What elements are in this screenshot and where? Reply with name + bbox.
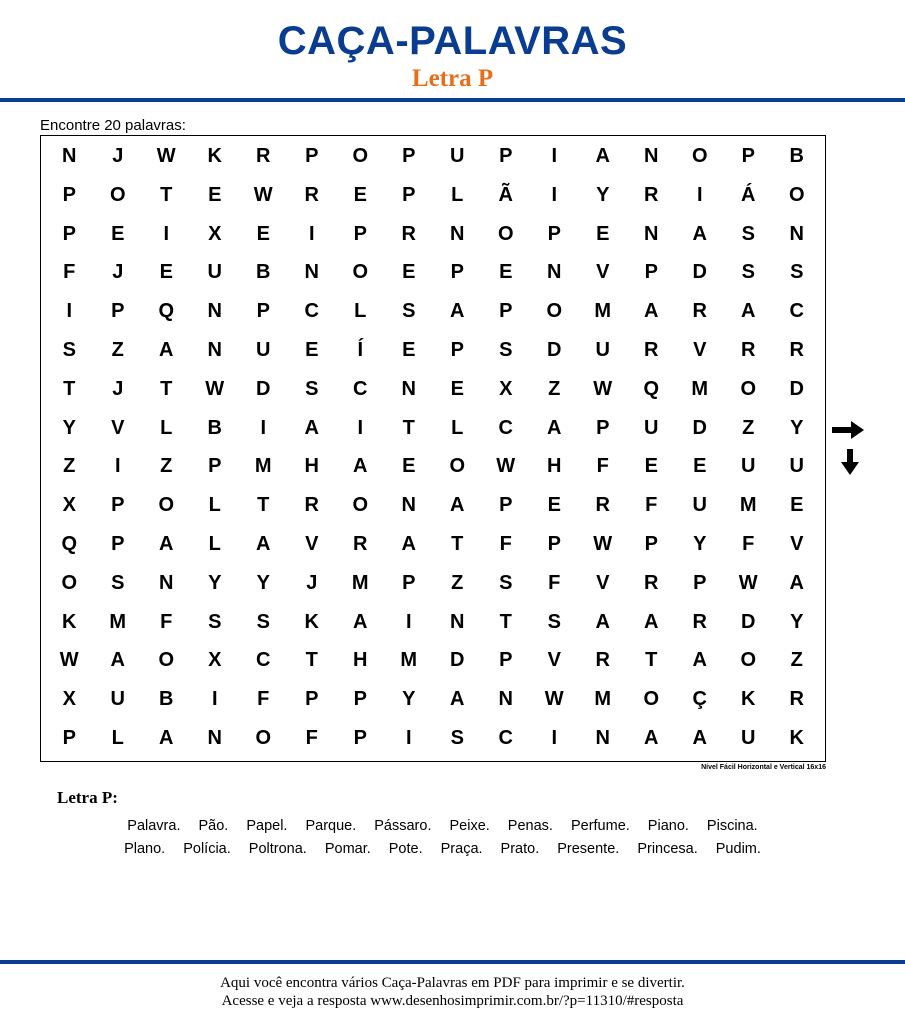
grid-letter: M [109,610,127,633]
grid-letter: P [208,455,222,478]
grid-letter: N [498,688,513,711]
grid-letter: D [547,338,562,361]
grid-letter: Q [158,300,175,323]
grid-letter: O [158,494,175,517]
word-item: Papel. [246,818,288,834]
grid-letter: H [547,455,562,478]
grid-letter: Q [61,533,78,556]
grid-letter: N [207,727,222,750]
grid-letter: T [63,377,76,400]
grid-letter: A [304,416,319,439]
grid-letter: E [644,455,658,478]
grid-letter: O [158,649,175,672]
grid-letter: Á [741,183,756,206]
grid-letter: O [788,183,805,206]
grid-letter: L [354,300,367,323]
grid-letter: O [61,571,78,594]
grid-letter: E [402,338,416,361]
grid-letter: E [353,183,367,206]
grid-letter: U [789,455,804,478]
grid-letter: B [207,416,222,439]
grid-letter: N [304,261,319,284]
top-divider [0,98,905,102]
grid-letter: T [451,533,464,556]
grid-letter: O [352,144,369,167]
word-item: Pote. [388,841,423,857]
word-item: Pomar. [324,841,371,857]
grid-letter: Y [208,571,222,594]
grid-letter: P [644,261,658,284]
grid-letter: T [160,183,173,206]
grid-letter: N [547,261,562,284]
grid-letter: T [499,610,512,633]
grid-letter: M [254,455,272,478]
word-item: Pão. [198,818,229,834]
grid-letter: K [207,144,222,167]
grid-letter: R [595,649,610,672]
grid-letter: K [741,688,756,711]
grid-letter: I [211,688,218,711]
grid-letter: V [547,649,561,672]
grid-letter: N [789,222,804,245]
grid-letter: A [644,300,659,323]
grid-letter: M [594,300,612,323]
word-item: Palavra. [127,818,181,834]
grid-letter: C [353,377,368,400]
grid-letter: P [596,416,610,439]
grid-letter: Y [790,610,804,633]
grid-letter: W [738,571,758,594]
grid-letter: W [205,377,225,400]
word-item: Prato. [500,841,540,857]
instructions-text: Encontre 20 palavras: [40,117,186,134]
grid-letter: A [159,338,174,361]
grid-letter: Z [790,649,803,672]
grid-letter: P [547,533,561,556]
grid-letter: U [741,455,756,478]
grid-letter: E [450,377,464,400]
grid-letter: A [401,533,416,556]
grid-letter: S [741,261,755,284]
word-list-row-2 [0,841,885,857]
grid-letter: X [208,649,222,672]
grid-letter: W [59,649,79,672]
grid-letter: P [62,727,76,750]
grid-letter: E [596,222,610,245]
grid-letter: Y [596,183,610,206]
grid-letter: L [160,416,173,439]
grid-letter: O [643,688,660,711]
word-item: Poltrona. [248,841,307,857]
grid-letter: R [789,338,804,361]
grid-letter: Y [790,416,804,439]
grid-letter: P [547,222,561,245]
grid-letter: I [357,416,364,439]
arrow-down-icon [840,448,860,476]
grid-letter: I [114,455,121,478]
grid-letter: P [111,533,125,556]
grid-letter: I [308,222,315,245]
grid-letter: A [110,649,125,672]
grid-letter: D [789,377,804,400]
grid-letter: A [692,727,707,750]
word-item: Pássaro. [374,818,432,834]
grid-letter: N [159,571,174,594]
grid-letter: M [739,494,757,517]
grid-letter: I [66,300,73,323]
grid-letter: V [790,533,804,556]
grid-letter: B [256,261,271,284]
grid-letter: J [112,261,124,284]
grid-letter: C [256,649,271,672]
word-item: Pudim. [715,841,761,857]
grid-letter: O [449,455,466,478]
grid-letter: A [450,494,465,517]
grid-letter: O [740,649,757,672]
grid-letter: O [352,261,369,284]
grid-letter: P [353,688,367,711]
grid-letter: W [156,144,176,167]
word-item: Penas. [507,818,553,834]
grid-letter: F [645,494,658,517]
grid-letter: O [497,222,514,245]
grid-letter: I [405,610,412,633]
grid-letter: D [741,610,756,633]
grid-letter: F [160,610,173,633]
grid-letter: P [499,300,513,323]
grid-letter: Z [111,338,124,361]
page-subtitle: Letra P [411,65,494,92]
grid-letter: A [450,688,465,711]
grid-letter: M [400,649,418,672]
grid-letter: Z [742,416,755,439]
grid-letter: U [256,338,271,361]
grid-letter: P [644,533,658,556]
grid-letter: N [595,727,610,750]
grid-letter: B [789,144,804,167]
grid-letter: V [596,261,610,284]
grid-letter: A [595,610,610,633]
grid-letter: E [499,261,513,284]
grid-letter: P [353,727,367,750]
grid-letter: S [305,377,319,400]
grid-letter: E [790,494,804,517]
grid-letter: U [644,416,659,439]
grid-letter: A [789,571,804,594]
word-list-row-1 [0,818,885,834]
grid-letter: N [450,222,465,245]
word-item: Piscina. [706,818,758,834]
grid-letter: S [256,610,270,633]
grid-letter: P [62,222,76,245]
grid-letter: U [595,338,610,361]
grid-letter: O [691,144,708,167]
grid-letter: R [353,533,368,556]
grid-letter: S [741,222,755,245]
grid-letter: D [692,261,707,284]
grid-letter: P [402,144,416,167]
grid-letter: P [499,494,513,517]
grid-letter: Z [451,571,464,594]
grid-letter: C [498,416,513,439]
grid-letter: F [596,455,609,478]
word-item: Peixe. [449,818,490,834]
grid-letter: K [789,727,804,750]
grid-letter: X [62,688,76,711]
grid-letter: W [593,533,613,556]
grid-letter: V [305,533,319,556]
grid-letter: L [451,416,464,439]
grid-letter: A [256,533,271,556]
grid-letter: P [111,300,125,323]
grid-letter: A [644,727,659,750]
grid-letter: H [353,649,368,672]
grid-letter: N [644,222,659,245]
grid-letter: W [496,455,516,478]
grid-letter: R [741,338,756,361]
grid-letter: Z [63,455,76,478]
grid-letter: N [207,338,222,361]
grid-letter: Ç [692,688,707,711]
grid-letter: I [260,416,267,439]
grid-letter: E [305,338,319,361]
word-list-title: Letra P: [57,788,118,807]
grid-letter: M [594,688,612,711]
grid-letter: D [450,649,465,672]
grid-letter: R [256,144,271,167]
grid-letter: U [207,261,222,284]
grid-letter: R [401,222,416,245]
grid-letter: W [253,183,273,206]
grid-letter: A [450,300,465,323]
grid-letter: N [207,300,222,323]
grid-letter: X [62,494,76,517]
grid-letter: U [741,727,756,750]
grid-letter: U [110,688,125,711]
grid-letter: F [257,688,270,711]
grid-letter: O [740,377,757,400]
grid-letter: T [402,416,415,439]
grid-letter: P [499,649,513,672]
grid-letter: A [353,610,368,633]
grid-letter: P [741,144,755,167]
grid-letter: P [62,183,76,206]
grid-letter: Ã [498,183,513,206]
grid-letter: L [208,533,221,556]
grid-letter: P [111,494,125,517]
grid-letter: L [111,727,124,750]
word-item: Princesa. [637,841,698,857]
grid-letter: A [159,727,174,750]
word-item: Perfume. [570,818,630,834]
grid-letter: S [208,610,222,633]
grid-letter: Y [256,571,270,594]
grid-letter: P [305,688,319,711]
grid-letter: Q [643,377,660,400]
grid-letter: A [595,144,610,167]
footer-line-2: Acesse e veja a resposta www.desenhosimprimir.com.br/?p=11310/#resposta [221,993,684,1009]
grid-letter: P [499,144,513,167]
grid-letter: F [548,571,561,594]
grid-letter: I [551,727,558,750]
grid-letter: E [547,494,561,517]
grid-letter: R [692,610,707,633]
grid-letter: Z [548,377,561,400]
grid-letter: P [450,261,464,284]
grid-letter: Z [160,455,173,478]
grid-letter: S [547,610,561,633]
word-item: Presente. [557,841,620,857]
grid-letter: T [257,494,270,517]
grid-letter: Y [402,688,416,711]
grid-letter: E [693,455,707,478]
grid-letter: J [112,144,124,167]
grid-letter: O [352,494,369,517]
word-item: Plano. [124,841,166,857]
grid-letter: B [159,688,174,711]
word-item: Parque. [305,818,357,834]
grid-letter: E [208,183,222,206]
grid-letter: T [645,649,658,672]
grid-letter: K [62,610,77,633]
grid-letter: M [691,377,709,400]
grid-letter: F [742,533,755,556]
footer-line-1: Aqui você encontra vários Caça-Palavras em PDF para imprimir e se divertir. [220,975,685,991]
grid-letter: P [450,338,464,361]
grid-letter: I [163,222,170,245]
grid-letter: I [696,183,703,206]
grid-letter: T [305,649,318,672]
grid-letter: P [402,183,416,206]
grid-letter: R [304,494,319,517]
grid-letter: A [692,649,707,672]
grid-letter: R [692,300,707,323]
grid-letter: A [741,300,756,323]
grid-letter: H [304,455,319,478]
page-title: CAÇA-PALAVRAS [277,19,628,63]
grid-letter: K [304,610,319,633]
grid-letter: J [112,377,124,400]
grid-letter: I [551,183,558,206]
grid-letter: A [692,222,707,245]
grid-letter: R [644,183,659,206]
grid-letter: C [789,300,804,323]
grid-letter: U [450,144,465,167]
grid-letter: D [692,416,707,439]
grid-letter: S [62,338,76,361]
grid-letter: Y [693,533,707,556]
grid-letter: D [256,377,271,400]
grid-letter: V [111,416,125,439]
grid-letter: S [499,571,513,594]
grid-letter: S [111,571,125,594]
arrow-right-icon [831,420,865,440]
grid-letter: C [498,727,513,750]
grid-letter: R [595,494,610,517]
bottom-divider [0,960,905,964]
grid-letter: P [402,571,416,594]
grid-letter: P [693,571,707,594]
grid-letter: U [692,494,707,517]
word-search-grid [40,135,826,762]
grid-letter: L [208,494,221,517]
grid-letter: R [304,183,319,206]
word-item: Praça. [440,841,483,857]
grid-letter: I [551,144,558,167]
grid-letter: T [160,377,173,400]
grid-letter: W [544,688,564,711]
grid-letter: S [402,300,416,323]
grid-letter: E [256,222,270,245]
grid-letter: P [353,222,367,245]
grid-letter: M [351,571,369,594]
grid-letter: R [789,688,804,711]
level-note: Nível Fácil Horizontal e Vertical 16x16 [701,764,826,771]
grid-letter: R [644,338,659,361]
word-item: Piano. [647,818,689,834]
grid-letter: X [208,222,222,245]
grid-letter: A [547,416,562,439]
grid-letter: O [109,183,126,206]
grid-letter: A [353,455,368,478]
grid-letter: E [402,261,416,284]
grid-letter: I [405,727,412,750]
grid-letter: N [644,144,659,167]
grid-letter: Y [62,416,76,439]
grid-letter: Í [357,338,364,361]
grid-letter: P [305,144,319,167]
grid-letter: E [159,261,173,284]
grid-letter: S [450,727,464,750]
grid-letter: O [255,727,272,750]
grid-letter: A [159,533,174,556]
grid-letter: N [62,144,77,167]
grid-letter: N [401,377,416,400]
grid-letter: A [644,610,659,633]
grid-letter: V [693,338,707,361]
grid-letter: S [790,261,804,284]
grid-letter: S [499,338,513,361]
grid-letter: X [499,377,513,400]
grid-letter: E [402,455,416,478]
grid-letter: N [450,610,465,633]
grid-letter: E [111,222,125,245]
grid-letter: P [256,300,270,323]
grid-letter: F [499,533,512,556]
grid-letter: V [596,571,610,594]
grid-letter: J [306,571,318,594]
grid-letter: F [63,261,76,284]
grid-letter: W [593,377,613,400]
grid-letter: F [305,727,318,750]
grid-letter: O [546,300,563,323]
grid-letter: R [644,571,659,594]
grid-letter: C [304,300,319,323]
grid-letter: N [401,494,416,517]
word-item: Polícia. [183,841,231,857]
grid-letter: L [451,183,464,206]
